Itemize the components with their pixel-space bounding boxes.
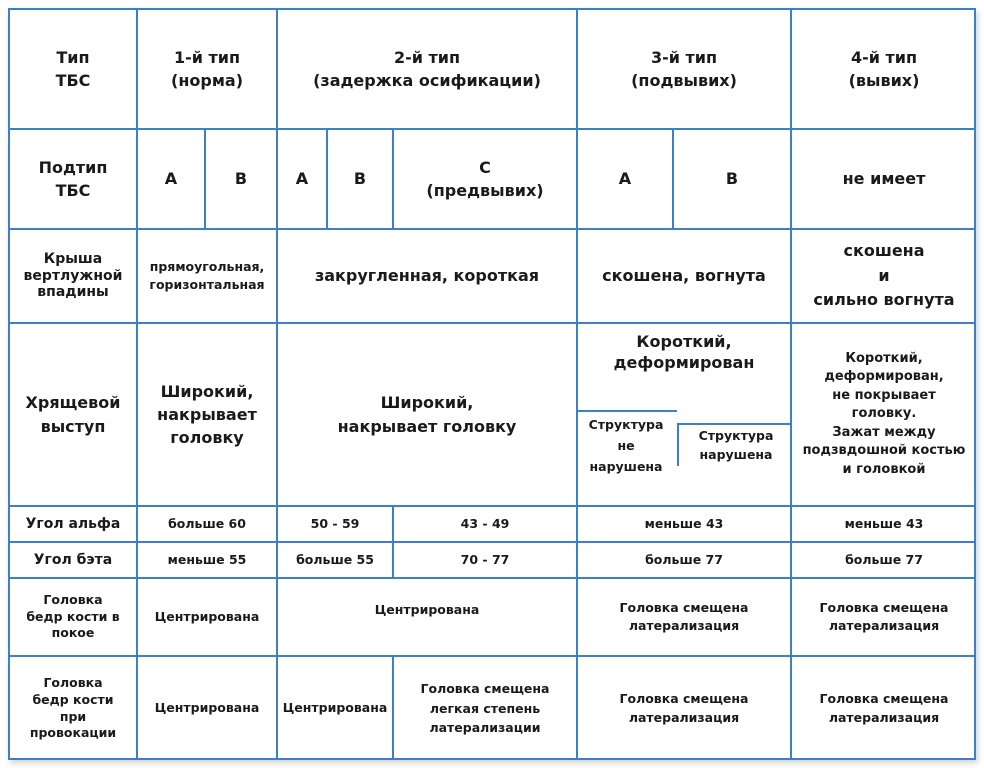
header-type2: 2-й тип (задержка осификации) bbox=[276, 8, 576, 128]
provocation-t4: Головка смещена латерализация bbox=[790, 655, 976, 760]
beta-label: Угол бэта bbox=[8, 541, 136, 577]
subtype-t3a: А bbox=[576, 128, 672, 228]
cartilage-t3b: Структура нарушена bbox=[677, 423, 790, 465]
beta-t4: больше 77 bbox=[790, 541, 976, 577]
rest-t2: Центрирована bbox=[276, 577, 576, 655]
beta-t2ab: больше 55 bbox=[276, 541, 392, 577]
provocation-t1: Центрирована bbox=[136, 655, 276, 760]
header-type-label: Тип ТБС bbox=[8, 8, 136, 128]
subtype-t2a: А bbox=[276, 128, 326, 228]
beta-t2c: 70 - 77 bbox=[392, 541, 576, 577]
header-type1: 1-й тип (норма) bbox=[136, 8, 276, 128]
alpha-label: Угол альфа bbox=[8, 505, 136, 541]
roof-t3: скошена, вогнута bbox=[576, 228, 790, 322]
beta-t1: меньше 55 bbox=[136, 541, 276, 577]
hip-dysplasia-table bbox=[8, 8, 976, 760]
cartilage-t4: Короткий, деформирован, не покрывает головку. Зажат между подзвдошной костью и головкой bbox=[790, 322, 976, 505]
subtype-t1b: В bbox=[204, 128, 276, 228]
cartilage-t1: Широкий, накрывает головку bbox=[136, 322, 276, 505]
subtype-t2c: С (предвывих) bbox=[392, 128, 576, 228]
subtype-t4: не имеет bbox=[790, 128, 976, 228]
rest-label: Головка бедр кости в покое bbox=[8, 577, 136, 655]
provocation-label: Головка бедр кости при провокации bbox=[8, 655, 136, 760]
alpha-t4: меньше 43 bbox=[790, 505, 976, 541]
cartilage-t2: Широкий, накрывает головку bbox=[276, 322, 576, 505]
rest-t4: Головка смещена латерализация bbox=[790, 577, 976, 655]
cartilage-t3-group bbox=[576, 322, 790, 505]
roof-label: Крыша вертлужной впадины bbox=[8, 228, 136, 322]
alpha-t3: меньше 43 bbox=[576, 505, 790, 541]
provocation-t2ab: Центрирована bbox=[276, 655, 392, 760]
rest-t1: Центрирована bbox=[136, 577, 276, 655]
provocation-t3: Головка смещена латерализация bbox=[576, 655, 790, 760]
header-type3: 3-й тип (подвывих) bbox=[576, 8, 790, 128]
cartilage-label: Хрящевой выступ bbox=[8, 322, 136, 505]
roof-t4: скошена и сильно вогнута bbox=[790, 228, 976, 322]
subtype-t2b: В bbox=[326, 128, 392, 228]
cartilage-t3-top: Короткий, деформирован bbox=[613, 332, 755, 372]
header-type4: 4-й тип (вывих) bbox=[790, 8, 976, 128]
alpha-t1: больше 60 bbox=[136, 505, 276, 541]
alpha-t2ab: 50 - 59 bbox=[276, 505, 392, 541]
alpha-t2c: 43 - 49 bbox=[392, 505, 576, 541]
beta-t3: больше 77 bbox=[576, 541, 790, 577]
roof-t1: прямоугольная, горизонтальная bbox=[136, 228, 276, 322]
cartilage-t3a: Структура не нарушена bbox=[576, 410, 677, 480]
rest-t3: Головка смещена латерализация bbox=[576, 577, 790, 655]
provocation-t2c: Головка смещена легкая степень латерализации bbox=[392, 655, 576, 760]
subtype-label: Подтип ТБС bbox=[8, 128, 136, 228]
subtype-t1a: А bbox=[136, 128, 204, 228]
subtype-t3b: В bbox=[672, 128, 790, 228]
roof-t2: закругленная, короткая bbox=[276, 228, 576, 322]
